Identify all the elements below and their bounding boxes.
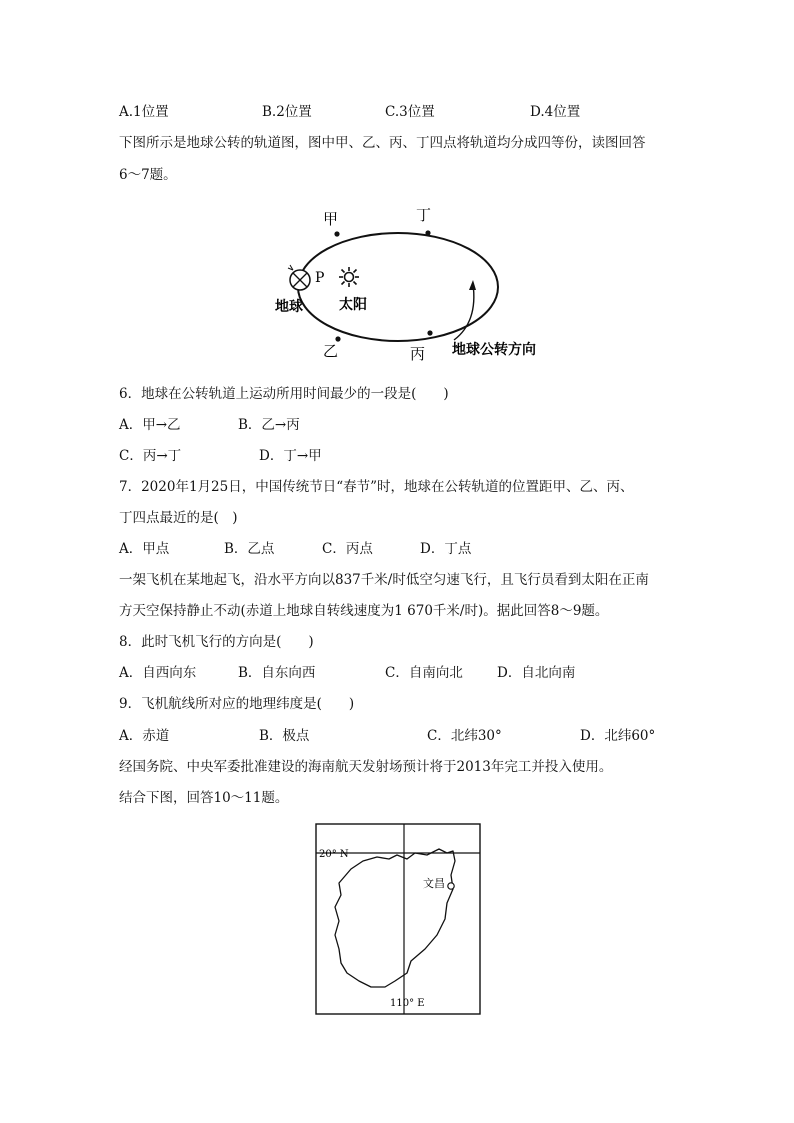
orbit-figure (268, 200, 538, 368)
label-direction: 地球公转方向 (452, 342, 536, 358)
q8-option-d: D．自北向南 (497, 665, 576, 681)
label-yi: 乙 (323, 342, 339, 360)
wenchang-marker (448, 883, 454, 889)
hainan-map-figure (315, 823, 481, 1015)
sun-icon (339, 267, 359, 287)
q5-option-b: B.2位置 (262, 104, 312, 120)
q9-stem: 9．飞机航线所对应的地理纬度是( ) (119, 696, 355, 712)
q7-stem-line2: 丁四点最近的是( ) (119, 510, 238, 526)
point-bing (427, 330, 432, 335)
q5-option-a: A.1位置 (119, 104, 169, 120)
arrowhead-icon (469, 280, 476, 290)
point-ding (425, 230, 430, 235)
intro-10-11-line2: 结合下图，回答10～11题。 (119, 790, 289, 806)
q6-option-d: D．丁→甲 (259, 448, 322, 464)
q9-option-a: A．赤道 (119, 728, 170, 744)
q8-option-b: B．自东向西 (238, 665, 316, 681)
q7-option-d: D．丁点 (420, 541, 472, 557)
intro-10-11-line1: 经国务院、中央军委批准建设的海南航天发射场预计将于2013年完工并投入使用。 (119, 759, 613, 775)
earth-icon (288, 265, 310, 290)
city-label-wenchang: 文昌 (423, 877, 445, 890)
intro-6-7-line1: 下图所示是地球公转的轨道图，图中甲、乙、丙、丁四点将轨道均分成四等份，读图回答 (119, 135, 646, 151)
intro-8-9-line2: 方天空保持静止不动(赤道上地球自转线速度为1 670千米/时)。据此回答8～9题。 (119, 603, 609, 619)
q6-option-c: C．丙→丁 (119, 448, 182, 464)
q6-option-b: B．乙→丙 (238, 417, 300, 433)
q9-option-d: D．北纬60° (580, 728, 656, 744)
intro-8-9-line1: 一架飞机在某地起飞，沿水平方向以837千米/时低空匀速飞行，且飞行员看到太阳在正南 (119, 572, 649, 588)
q5-option-c: C.3位置 (385, 104, 435, 120)
intro-6-7-line2: 6～7题。 (119, 167, 177, 183)
label-p: P (315, 270, 325, 286)
label-sun: 太阳 (339, 297, 367, 313)
point-jia (334, 231, 339, 236)
q9-option-c: C．北纬30° (427, 728, 502, 744)
label-bing: 丙 (410, 345, 426, 363)
q6-option-a: A．甲→乙 (119, 417, 181, 433)
q6-stem: 6．地球在公转轨道上运动所用时间最少的一段是( ) (119, 386, 449, 402)
q7-option-a: A．甲点 (119, 541, 170, 557)
lon-label: 110° E (390, 998, 425, 1009)
q5-option-d: D.4位置 (530, 104, 581, 120)
q7-stem-line1: 7．2020年1月25日，中国传统节日“春节”时，地球在公转轨道的位置距甲、乙、丙、 (119, 479, 634, 495)
q8-option-a: A．自西向东 (119, 665, 197, 681)
q9-option-b: B．极点 (259, 728, 310, 744)
q7-option-c: C．丙点 (322, 541, 373, 557)
q8-option-c: C．自南向北 (385, 665, 463, 681)
label-jia: 甲 (323, 210, 339, 228)
lat-label: 20° N (319, 849, 349, 860)
label-ding: 丁 (416, 206, 432, 224)
point-yi (335, 336, 340, 341)
label-earth: 地球 (275, 299, 303, 315)
q7-option-b: B．乙点 (224, 541, 275, 557)
q8-stem: 8．此时飞机飞行的方向是( ) (119, 634, 314, 650)
